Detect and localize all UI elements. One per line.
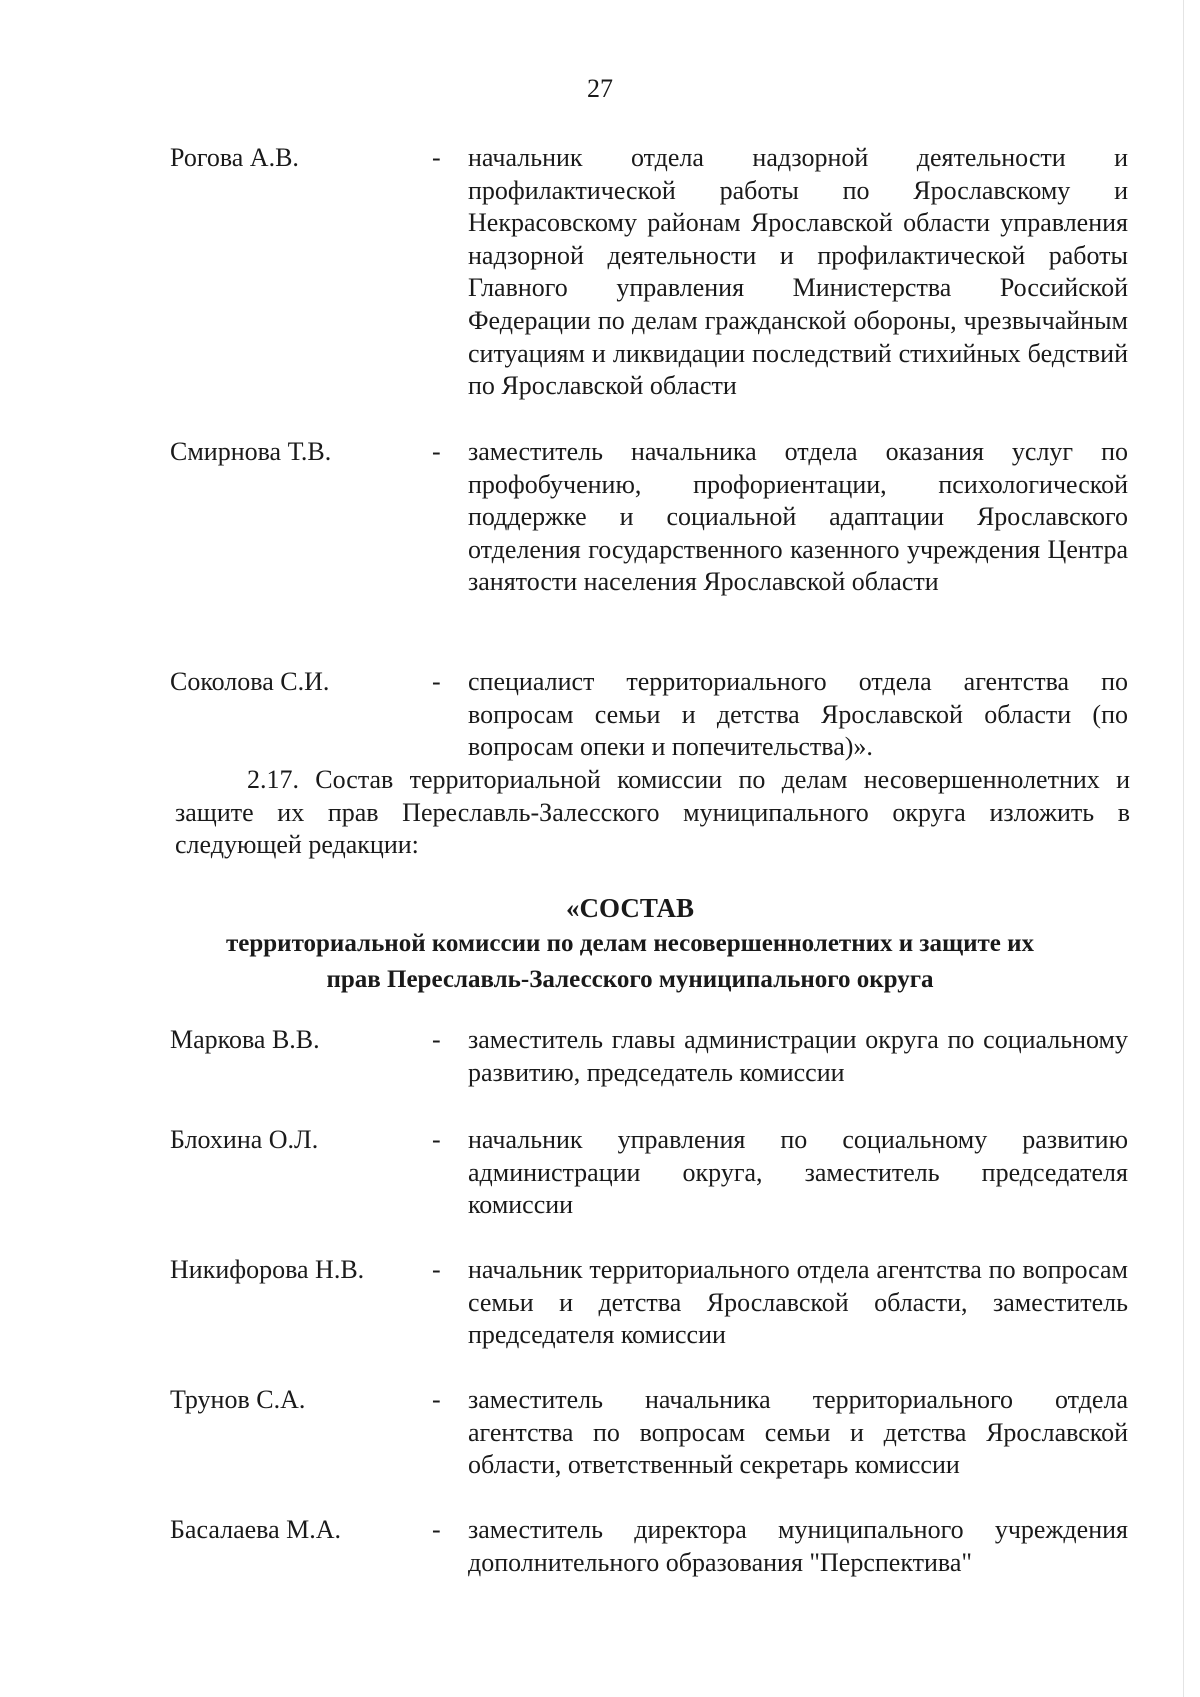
member-description: начальник отдела надзорной деятельности и профилактической работы по Ярославскому и Некрасовскому районам Ярославской области управления надзорной деятельности и профилактической работы Главного управления Министерства Российской Федерации по делам гражданской обороны, чрезвычайным ситуациям и ликвидации последствий стихийных бедствий по Ярославской области [468,143,1128,401]
member-dash: - [432,437,441,466]
member-description: заместитель начальника отдела оказания услуг по профобучению, профориентации, психологической поддержке и социальной адаптации Ярославского отделения государственного казенного учреждения Центра занятости населения Ярославской области [468,437,1128,597]
member-dash: - [432,143,441,172]
member-description: специалист территориального отдела агентства по вопросам семьи и детства Ярославской области (по вопросам опеки и попечительства)». [468,667,1128,762]
heading-line: территориальной комиссии по делам несовершеннолетних и защите их [225,930,1035,957]
member-entry [170,1254,1130,1352]
member-name: Рогова А.В. [170,143,299,172]
heading-line: прав Переславль-Залесского муниципального округа [326,966,934,993]
member-entry [170,666,1130,764]
member-name: Трунов С.А. [170,1385,306,1414]
member-entry [170,142,1130,403]
member-name: Смирнова Т.В. [170,437,332,466]
member-description: заместитель начальника территориального отдела агентства по вопросам семьи и детства Ярославской области, ответственный секретарь комиссии [468,1385,1128,1480]
member-dash: - [432,1025,441,1054]
member-name: Маркова В.В. [170,1025,320,1054]
member-dash: - [432,1255,441,1284]
heading-title: «СОСТАВ [566,893,694,923]
member-dash: - [432,667,441,696]
member-name: Соколова С.И. [170,667,330,696]
member-description: начальник управления по социальному развитию администрации округа, заместитель председателя комиссии [468,1125,1128,1220]
page-number: 27 [587,74,613,103]
section-heading [150,890,1110,998]
member-name: Басалаева М.А. [170,1515,342,1544]
member-entry [170,1124,1130,1222]
member-name: Никифорова Н.В. [170,1255,365,1284]
member-dash: - [432,1125,441,1154]
member-dash: - [432,1515,441,1544]
member-entry [170,1384,1130,1482]
member-description: заместитель главы администрации округа по социальному развитию, председатель комиссии [468,1025,1128,1087]
member-description: начальник территориального отдела агентства по вопросам семьи и детства Ярославской области, заместитель председателя комиссии [468,1255,1128,1350]
member-name: Блохина О.Л. [170,1125,319,1154]
clause-paragraph: 2.17. Состав территориальной комиссии по делам несовершеннолетних и защите их прав Переславль-Залесского муниципального округа изложить в следующей редакции: [175,765,1130,860]
member-entry [170,436,1130,599]
member-entry [170,1024,1130,1089]
member-description: заместитель директора муниципального учреждения дополнительного образования "Перспектива" [468,1515,1128,1577]
member-entry [170,1514,1130,1579]
member-dash: - [432,1385,441,1414]
scan-edge-line [1183,0,1184,1697]
